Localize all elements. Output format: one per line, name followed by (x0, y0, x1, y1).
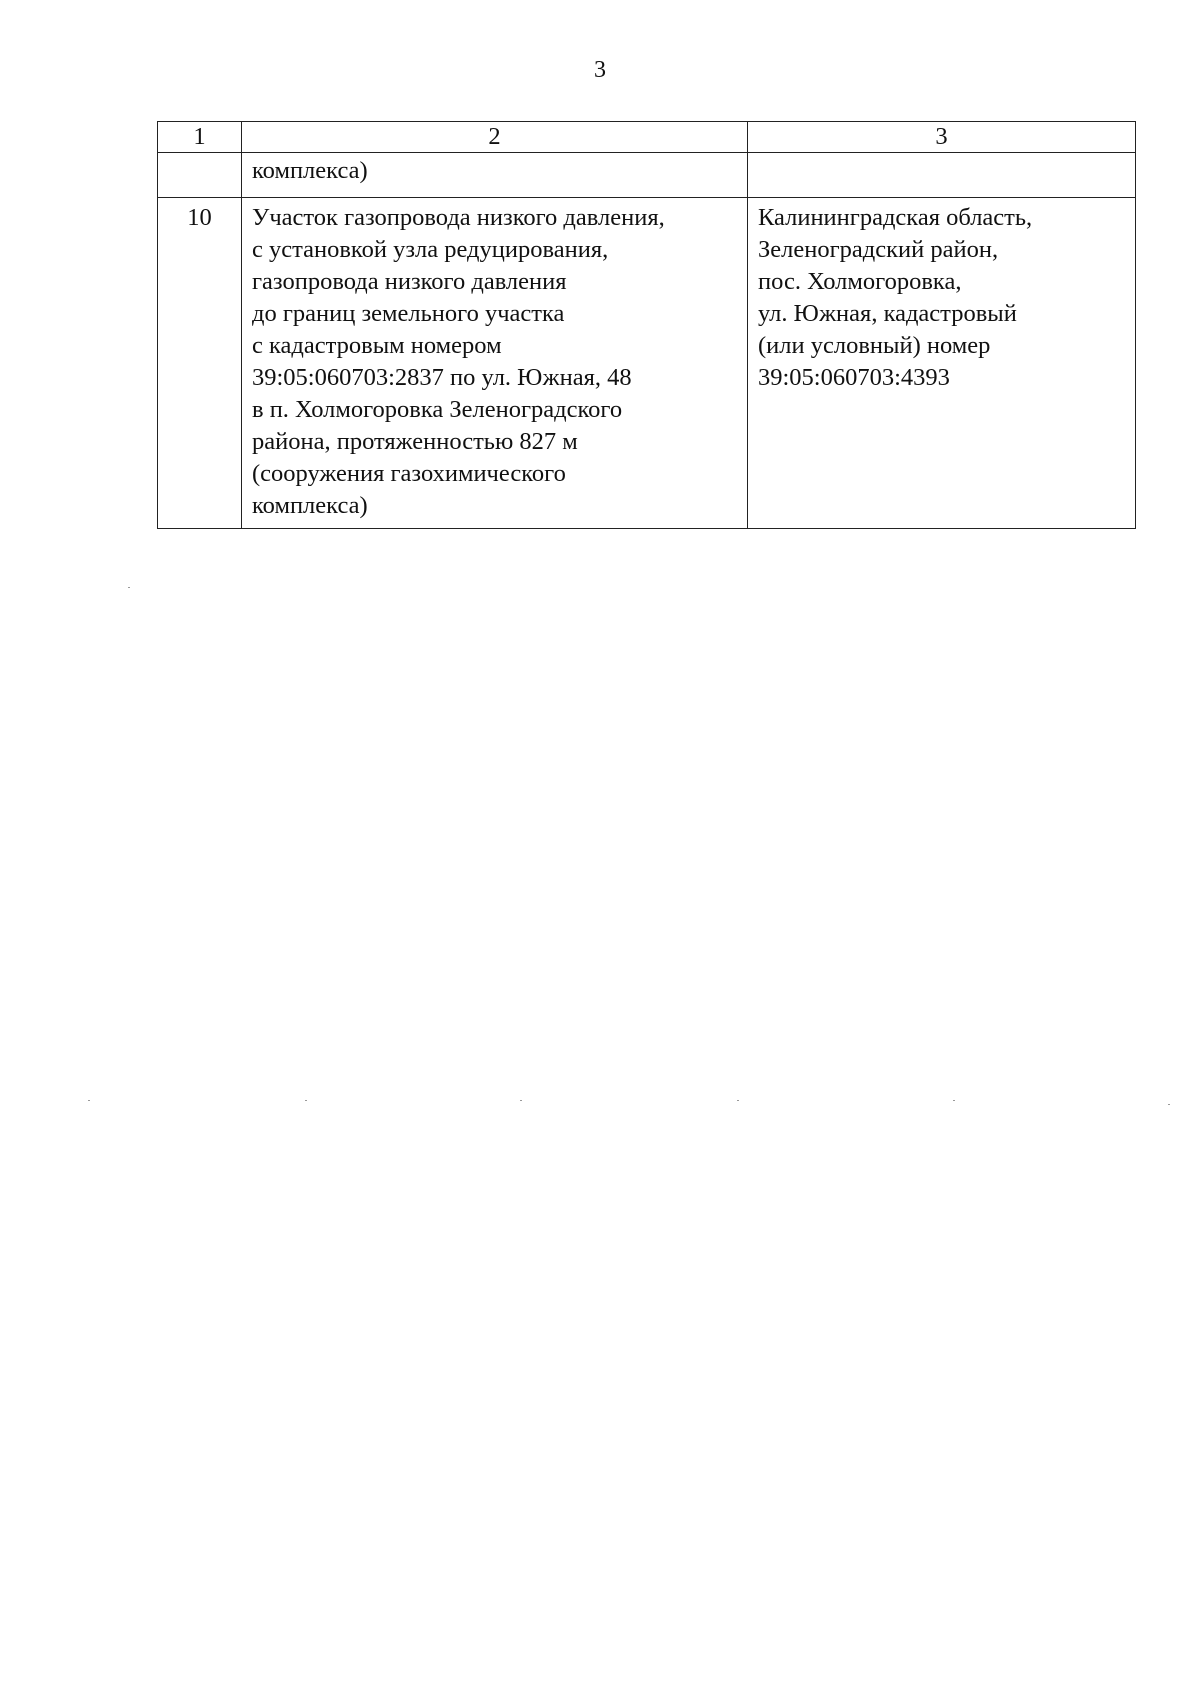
scan-speck (1168, 1104, 1170, 1105)
scan-speck (737, 1100, 739, 1101)
description-line: (сооружения газохимического (252, 460, 566, 487)
scan-speck (128, 587, 130, 588)
description-line: комплекса) (252, 157, 368, 184)
row-number-cell (158, 153, 242, 198)
description-line: 39:05:060703:2837 по ул. Южная, 48 (252, 364, 632, 391)
address-line: ул. Южная, кадастровый (758, 300, 1017, 327)
column-header-2: 2 (242, 122, 748, 153)
description-line: Участок газопровода низкого давления, (252, 204, 665, 231)
description-line: района, протяженностью 827 м (252, 428, 578, 455)
address-line: 39:05:060703:4393 (758, 364, 950, 391)
description-cell (242, 198, 748, 529)
address-cell (748, 153, 1136, 198)
column-header-3: 3 (748, 122, 1136, 153)
description-line: комплекса) (252, 492, 368, 519)
address-line: Зеленоградский район, (758, 236, 999, 263)
scan-speck (305, 1100, 307, 1101)
scan-speck (88, 1100, 90, 1101)
address-cell (748, 198, 1136, 529)
row-number-cell: 10 (158, 198, 242, 529)
scan-speck (520, 1100, 522, 1101)
description-line: до границ земельного участка (252, 300, 565, 327)
objects-table (157, 121, 1136, 529)
table-row (158, 153, 1136, 198)
address-line: (или условный) номер (758, 332, 991, 359)
scan-speck (953, 1100, 955, 1101)
address-line: Калининградская область, (758, 204, 1033, 231)
table-row (158, 198, 1136, 529)
description-cell (242, 153, 748, 198)
page-number: 3 (594, 57, 606, 83)
address-line: пос. Холмогоровка, (758, 268, 962, 295)
table-header-row (158, 122, 1136, 153)
description-line: газопровода низкого давления (252, 268, 567, 295)
description-line: с кадастровым номером (252, 332, 502, 359)
description-line: с установкой узла редуцирования, (252, 236, 609, 263)
description-line: в п. Холмогоровка Зеленоградского (252, 396, 623, 423)
column-header-1: 1 (158, 122, 242, 153)
